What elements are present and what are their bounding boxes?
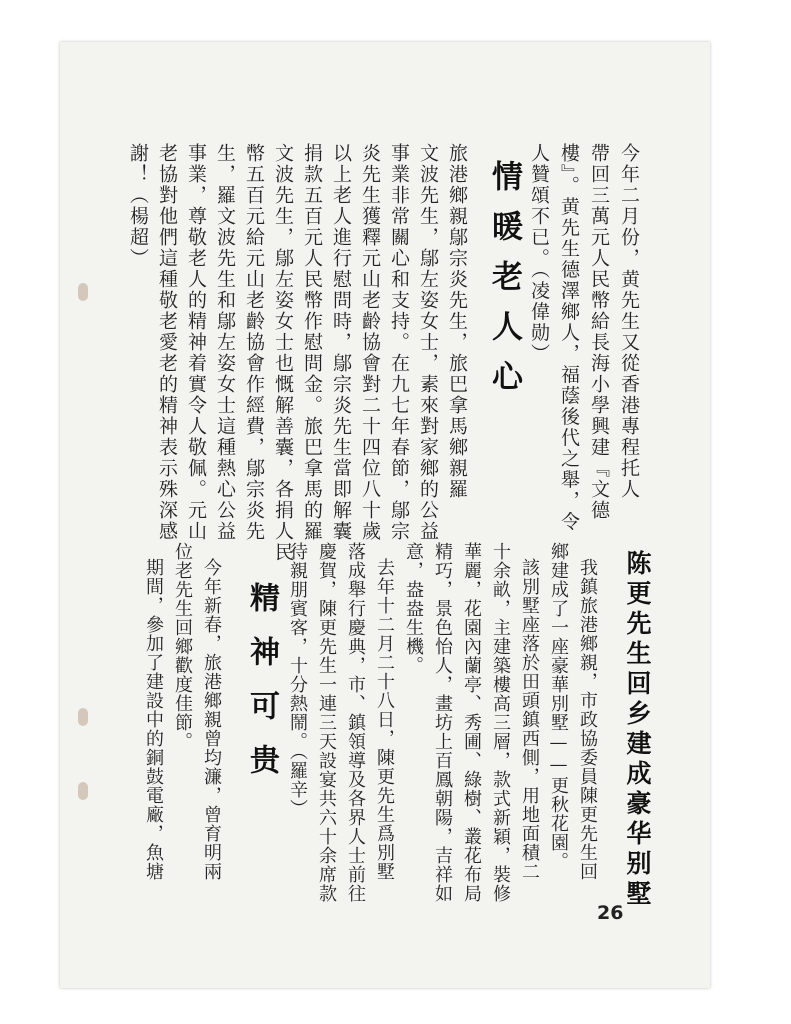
punch-hole bbox=[78, 708, 88, 726]
article-3-column: 華麗，花園內蘭亭、秀圃、綠樹、叢花布局 bbox=[461, 542, 482, 903]
article-1-column: 今年二月份，黄先生又從香港專程托人 bbox=[618, 143, 640, 500]
article-2-column: 謝！（楊超） bbox=[127, 143, 149, 269]
punch-hole bbox=[78, 782, 88, 800]
article-3-column: 我鎮旅港鄉親，市政協委員陳更先生回 bbox=[577, 558, 598, 881]
page-number: 26 bbox=[597, 902, 624, 924]
article-1-column: 帶回三萬元人民幣給長海小學興建『文德 bbox=[588, 143, 610, 521]
article-4-column: 位老先生回鄉歡度佳節。 bbox=[172, 542, 193, 751]
article-3-column: 意，盎盎生機。 bbox=[403, 542, 424, 675]
article-2-column: 事業，尊敬老人的精神着實令人敬佩。元山 bbox=[185, 143, 207, 542]
punch-hole bbox=[78, 283, 88, 301]
article-4-title: 精神可贵 bbox=[244, 582, 279, 798]
article-3-column: 該別墅座落於田頭鎮西側，用地面積二 bbox=[519, 558, 540, 881]
article-2-column: 以上老人進行慰問時，鄔宗炎先生當即解囊 bbox=[330, 143, 352, 542]
article-3-column: 去年十二月二十八日，陳更先生爲別墅 bbox=[374, 558, 395, 881]
article-2-column: 幣五百元給元山老齡協會作經費，鄔宗炎先 bbox=[243, 143, 265, 542]
article-4-column: 今年新春，旅港鄉親曾均濂，曾育明兩 bbox=[201, 558, 222, 881]
article-2-title: 情暖老人心 bbox=[486, 160, 522, 410]
article-3-column: 慶賀，陳更先生一連三天設宴共六十余席款 bbox=[316, 542, 337, 903]
article-3-column: 待親朋賓客，十分熱鬧。（羅辛） bbox=[287, 542, 308, 818]
article-2-column: 事業非常關心和支持。在九七年春節，鄔宗 bbox=[388, 143, 410, 542]
article-3-title: 陈更先生回乡建成豪华别墅 bbox=[623, 550, 652, 910]
article-2-column: 炎先生獲釋元山老齡協會對二十四位八十歲 bbox=[359, 143, 381, 542]
article-2-column: 捐款五百元人民幣作慰問金。旅巴拿馬的羅 bbox=[301, 143, 323, 542]
article-1-column: 樓』。黄先生德澤鄉人，福蔭後代之舉，令 bbox=[558, 143, 580, 533]
article-2-column: 旅港鄉親鄔宗炎先生，旅巴拿馬鄉親羅 bbox=[446, 143, 468, 500]
article-4-column: 期間，參加了建設中的銅鼓電廠，魚塘 bbox=[143, 558, 164, 881]
article-2-column: 文波先生，鄔左姿女士也慨解善囊，各捐人民 bbox=[272, 143, 294, 563]
article-2-column: 老協對他們這種敬老愛老的精神表示殊深感 bbox=[156, 143, 178, 542]
article-3-column: 落成舉行慶典，市、鎮領導及各界人士前往 bbox=[345, 542, 366, 903]
article-2-column: 文波先生，鄔左姿女士，素來對家鄉的公益 bbox=[417, 143, 439, 542]
article-2-column: 生，羅文波先生和鄔左姿女士這種熱心公益 bbox=[214, 143, 236, 542]
article-3-column: 精巧，景色怡人，畫坊上百鳳朝陽，吉祥如 bbox=[432, 542, 453, 903]
article-3-column: 十余畝，主建築樓高三層，款式新穎，裝修 bbox=[490, 542, 511, 903]
article-1-column: 人贊頌不已。（凌偉勋） bbox=[528, 143, 550, 365]
article-3-column: 鄉建成了一座豪華別墅——更秋花園。 bbox=[548, 542, 569, 871]
